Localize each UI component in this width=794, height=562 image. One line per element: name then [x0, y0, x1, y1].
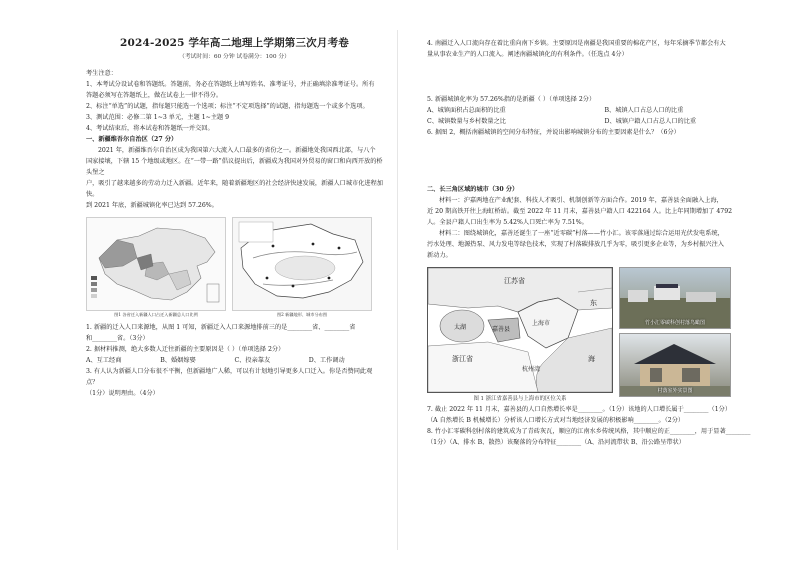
label-sea: 海 — [588, 355, 595, 363]
question-2: 2. 据材料推测，绝大多数人迁往新疆的主要原因是（ ）（单项选择 2分） — [86, 346, 285, 353]
question-1: 1. 新疆的迁入人口来源地，从图 1 可知，新疆迁入人口来源地排前三的是________省、________省 — [86, 324, 356, 331]
option-a: A、互工经商 — [86, 357, 122, 364]
village-photo-label: 村落室外实景图 — [657, 388, 693, 394]
section1-para: 户，吸引了越来越多的劳动力迁入新疆。近年来，随着新疆地区的社会经济快速发展，新疆人口城市化进程加快。 — [86, 180, 383, 198]
notes-item: 答题必须写在答题纸上，做在试卷上一律不得分。 — [86, 92, 223, 99]
notes-heading: 考生注意： — [86, 70, 117, 77]
section1-para: 到 2021 年底，新疆城镇化率已达到 57.26%。 — [86, 202, 218, 209]
section1-para: 2021 年，新疆维吾尔自治区成为我国第六大流入人口最多的省份之一。新疆地处我国西北部，与八个 — [98, 147, 376, 154]
option-c: C、城镇数量与乡村数量之比 — [427, 118, 506, 125]
label-east: 东 — [590, 299, 597, 307]
figure-1 — [86, 217, 226, 318]
option-b: B、城镇人口占总人口的比重 — [604, 107, 684, 114]
aerial-photo-label: 竹小汇零碳科创村落鸟瞰图 — [644, 320, 705, 326]
question-4: 4. 南疆迁入人口流向存在着比重向南下乡镇。主要原因是南疆是我国重要的棉花产区，每年采摘季节都会有大 — [427, 40, 726, 47]
question-1-cont: 和________省。（3分） — [86, 335, 149, 342]
notes-item: 2、标注“单选”的试题，指每题只能选一个选项；标注“不定项选择”的试题，指每题选一个或多个选项。 — [86, 103, 369, 110]
location-map — [427, 267, 613, 393]
material-1: 近 20 期高铁开往上海虹桥站。截至 2022 年 11 月末，嘉善县户籍人口 422164 人。比上年同期增加了 4792 — [427, 208, 733, 215]
figure-2-caption: 图2 新疆地形、城市分布图 — [276, 312, 328, 317]
xinjiang-map — [232, 217, 372, 311]
section2-heading: 二、长三角区域的城市（30 分） — [427, 186, 519, 193]
option-d: D、工作调动 — [308, 357, 345, 364]
exam-title: 2024-2025 学年高二地理上学期第三次月考卷 — [120, 37, 349, 49]
label-shanghai: 上海市 — [532, 320, 551, 327]
label-taihu: 太湖 — [454, 324, 467, 331]
china-map — [86, 217, 226, 311]
question-7-cont: （A 自然增长 B 机械增长）分析该人口增长方式对当地经济发展的积极影响________。（2分） — [427, 417, 685, 424]
question-3: 3. 有人认为新疆人口分布很不平衡，但新疆地广人稀，可以有计划地引导更多人口迁入。你是否赞同此观点？ — [86, 368, 373, 386]
right-column — [397, 0, 794, 562]
label-hangzhou-bay: 杭州湾 — [522, 366, 541, 373]
section2-figures — [427, 267, 782, 402]
question-5-options — [427, 105, 782, 127]
question-8: 8. 竹小汇零碳科创村落的建筑成为了青砖灰瓦，顺应的江南水乡传统风格，其中顺应的正________，用于显著________ — [427, 428, 751, 435]
option-b: B、婚姻嫁娶 — [160, 357, 196, 364]
question-6: 6. 据图 2，概括南疆城镇的空间分布特征，并说出影响城镇分布的主要因素是什么？（6分） — [427, 129, 680, 136]
material-2: 新动力。 — [427, 252, 452, 259]
label-jiashan: 嘉善县 — [492, 326, 511, 333]
option-d: D、城镇户籍人口占总人口的比重 — [604, 118, 697, 125]
section1-para: 国家接壤，下辖 15 个地级或地区。在“一带一路”倡议提出后，新疆成为我国对外贸易的窗口和向西开放的桥头堡之 — [86, 158, 383, 176]
label-zhejiang: 浙江省 — [452, 355, 473, 363]
material-1: 材料一：沪嘉两地在产业配套、科技人才吸引、机制创新等方面合作。2019 年，嘉善县全面融入上海， — [439, 197, 723, 204]
notes-item: 4、考试结束后，将本试卷和答题纸一并交回。 — [86, 125, 214, 132]
location-figure — [427, 267, 613, 402]
location-map-caption: 图 1 浙江省嘉善县与上海市的区位关系 — [473, 396, 567, 402]
village-photo — [619, 333, 731, 397]
question-7: 7. 截止 2022 年 11 月末，嘉善县的人口自然增长率是________。（1分）该地的人口增长属于________（1分） — [427, 406, 732, 413]
question-8-cont: （1分）（A、排水 B、散热）该聚落的分布特征________（A、沿河流带状 B、沿公路呈带状） — [427, 439, 685, 446]
aerial-photo — [619, 267, 731, 329]
photos — [619, 267, 731, 402]
notes-item: 3、测试范围：必修二第 1~3 单元，主题 1~主题 9 — [86, 114, 230, 121]
question-4-cont: 量从事农业生产的人口流入。阐述南疆城镇化的有利条件。（任选点 4分） — [427, 51, 628, 58]
option-a: A、城镇面积占总面积的比重 — [427, 107, 506, 114]
notes-item: 1、本考试分设试卷和答题纸。答题前，务必在答题纸上填写姓名、准考证号，并正确填涂准考证号。所有 — [86, 81, 375, 88]
material-2: 材料二：图绕城镇化，嘉善还诞生了一座“近零碳”村落——竹小汇。该零落通过综合运用光伏发电系统， — [439, 230, 724, 237]
section1-heading: 一、新疆维吾尔自治区（27 分） — [86, 136, 178, 143]
question-5: 5. 新疆城镇化率为 57.26%指的是新疆（ ）（单项选择 2分） — [427, 96, 596, 103]
question-3-cont: （1分）说明理由。（4分） — [86, 390, 159, 397]
figure-1-caption: 图1 各省迁入新疆人口占迁入新疆总人口比例 — [114, 312, 198, 317]
question-2-options — [86, 355, 383, 366]
material-2: 污水处理、地源热泵、风力发电等绿色技术，实现了村落碳排放几乎为零，吸引更多企业等，为乡村振兴注入 — [427, 241, 724, 248]
figure-2 — [232, 217, 372, 318]
material-1: 人。全县户籍人口出生率为 5.42%人口死亡率为 7.51%。 — [427, 219, 588, 226]
label-jiangsu: 江苏省 — [504, 277, 525, 285]
option-c: C、投亲靠友 — [234, 357, 271, 364]
figure-row — [86, 217, 383, 318]
exam-subtitle: （考试时间：60 分钟 试卷满分：100 分） — [179, 54, 290, 60]
